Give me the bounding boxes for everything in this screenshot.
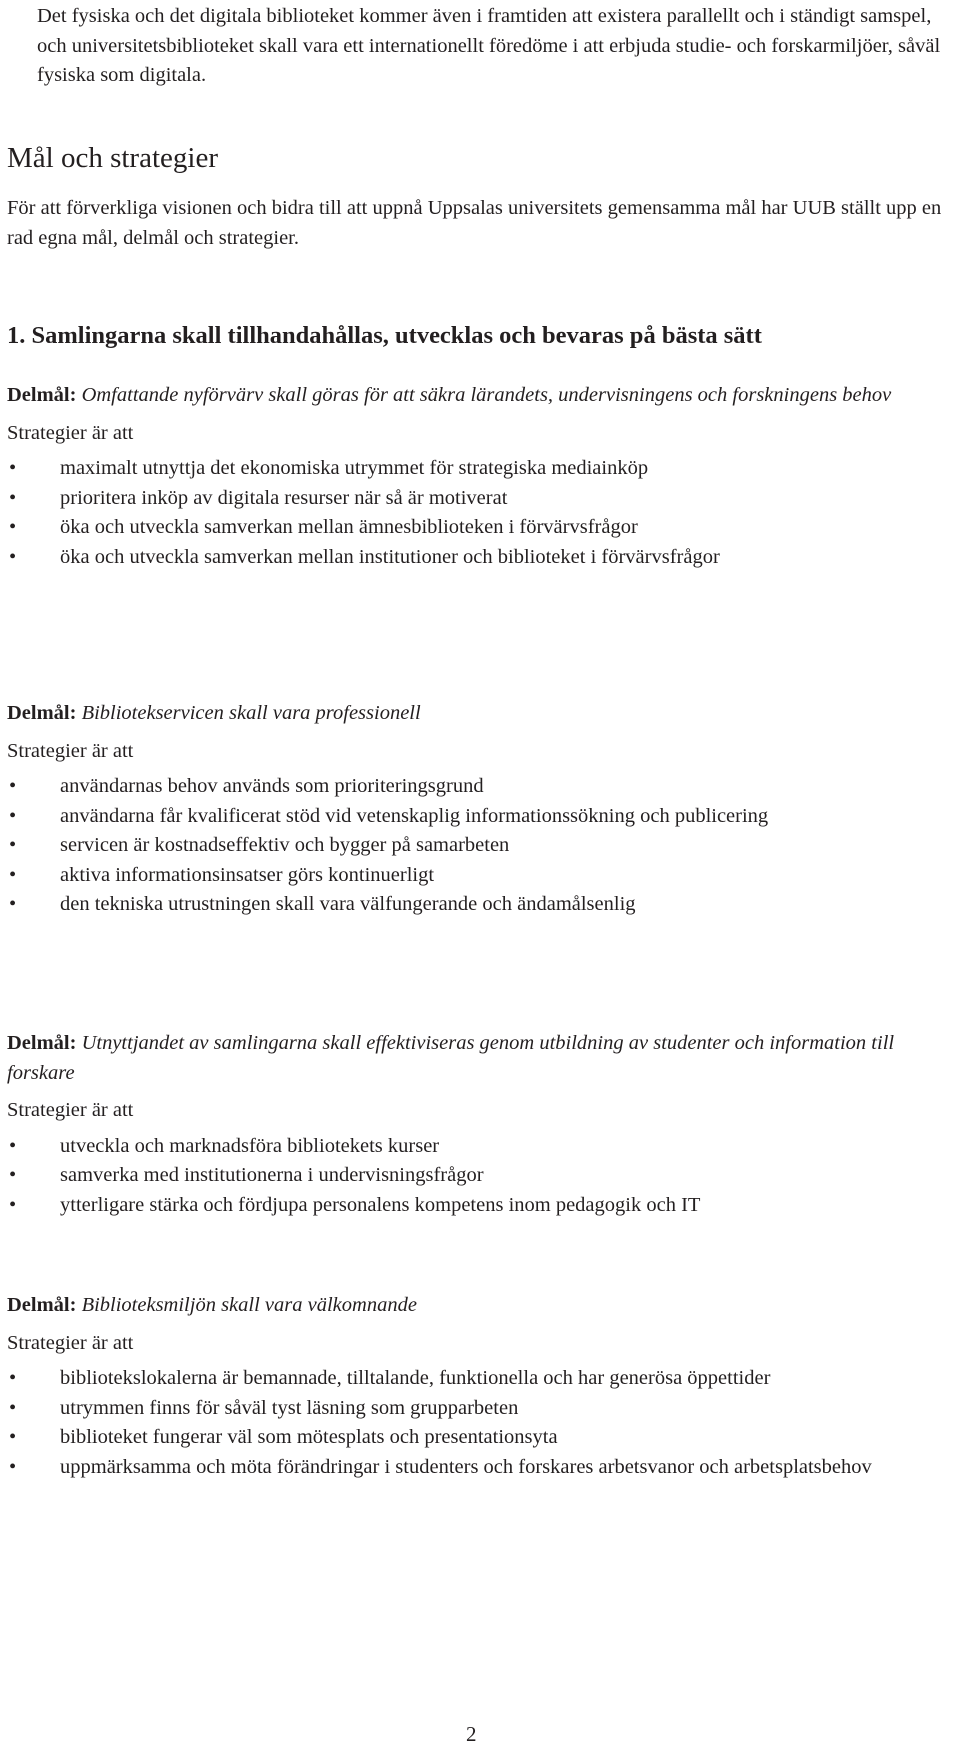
list-item-text: öka och utveckla samverkan mellan ämnesbiblioteken i förvärvsfrågor [60, 516, 638, 538]
delmal-label: Delmål: [7, 1294, 77, 1316]
bullet-icon: • [9, 457, 17, 479]
bullet-icon: • [9, 1396, 17, 1419]
delmal-text: Biblioteksmiljön skall vara välkomnande [81, 1294, 417, 1316]
bullet-icon: • [9, 1426, 17, 1448]
list-item [7, 861, 952, 891]
list-item [7, 543, 952, 573]
list-item [7, 1191, 952, 1221]
list-item-text: biblioteket fungerar väl som mötesplats och presentationsyta [60, 1426, 558, 1448]
delmal-text: Utnyttjandet av samlingarna skall effektiviseras genom utbildning av studenter och information till forskare [7, 1032, 895, 1084]
list-item-text: användarna får kvalificerat stöd vid vetenskaplig informationssökning och publicering [60, 804, 769, 827]
strategy-list [7, 454, 952, 572]
list-item-text: användarnas behov används som prioriteringsgrund [60, 775, 484, 797]
list-item [7, 1423, 952, 1453]
list-item [7, 454, 952, 484]
list-item [7, 1364, 952, 1394]
list-item-text: servicen är kostnadseffektiv och bygger på samarbeten [60, 834, 510, 856]
strategy-list [7, 1364, 952, 1482]
delmal-title [7, 1291, 952, 1321]
list-item-text: samverka med institutionerna i undervisningsfrågor [60, 1164, 484, 1186]
bullet-icon: • [9, 516, 17, 538]
lead-paragraph: För att förverkliga visionen och bidra till att uppnå Uppsalas universitets gemensamma mål har UUB ställt upp en rad egna mål, delmål och strategier. [7, 197, 942, 249]
bullet-icon: • [9, 863, 17, 886]
delmal-title [7, 699, 952, 729]
list-item [7, 831, 952, 861]
strategy-intro: Strategier är att [7, 739, 134, 762]
bullet-icon: • [9, 1193, 17, 1216]
bullet-icon: • [9, 834, 17, 856]
list-item [7, 890, 952, 920]
delmal-section-3 [7, 1029, 952, 1220]
strategy-list [7, 772, 952, 920]
delmal-text: Omfattande nyförvärv skall göras för att säkra lärandets, undervisningens och forskningens behov [81, 384, 892, 406]
bullet-icon: • [9, 775, 17, 797]
list-item [7, 1132, 952, 1162]
goal-heading: 1. Samlingarna skall tillhandahållas, utvecklas och bevaras på bästa sätt [7, 322, 762, 349]
bullet-icon: • [9, 545, 17, 568]
list-item-text: bibliotekslokalerna är bemannade, tilltalande, funktionella och har generösa öppettider [60, 1367, 771, 1389]
bullet-icon: • [9, 1134, 17, 1157]
list-item [7, 1394, 952, 1424]
list-item [7, 772, 952, 802]
list-item-text: öka och utveckla samverkan mellan institutioner och biblioteket i förvärvsfrågor [60, 545, 720, 568]
bullet-icon: • [9, 804, 17, 827]
delmal-title [7, 1029, 952, 1088]
delmal-title [7, 381, 952, 411]
list-item [7, 1453, 952, 1483]
delmal-label: Delmål: [7, 702, 77, 724]
delmal-section-4 [7, 1291, 952, 1482]
list-item-text: aktiva informationsinsatser görs kontinuerligt [60, 863, 435, 886]
delmal-label: Delmål: [7, 384, 77, 406]
bullet-icon: • [9, 1455, 17, 1478]
bullet-icon: • [9, 486, 17, 509]
list-item [7, 1161, 952, 1191]
list-item [7, 802, 952, 832]
strategy-intro: Strategier är att [7, 1099, 134, 1121]
list-item [7, 513, 952, 543]
delmal-text: Bibliotekservicen skall vara professionell [81, 702, 421, 724]
strategy-list [7, 1132, 952, 1221]
intro-paragraph: Det fysiska och det digitala biblioteket kommer även i framtiden att existera parallellt och i ständigt samspel, och universitetsbiblioteket skall vara ett internationellt föredöme i att erbjuda studie- och forskarmiljöer, såväl fysiska som digitala. [37, 5, 941, 86]
list-item-text: maximalt utnyttja det ekonomiska utrymmet för strategiska mediainköp [60, 457, 649, 479]
list-item-text: uppmärksamma och möta förändringar i studenters och forskares arbetsvanor och arbetsplatsbehov [60, 1455, 872, 1478]
strategy-intro: Strategier är att [7, 1331, 134, 1354]
bullet-icon: • [9, 893, 17, 915]
list-item [7, 484, 952, 514]
list-item-text: utrymmen finns för såväl tyst läsning som grupparbeten [60, 1396, 519, 1419]
strategy-intro: Strategier är att [7, 421, 134, 444]
list-item-text: ytterligare stärka och fördjupa personalens kompetens inom pedagogik och IT [60, 1193, 701, 1216]
delmal-label: Delmål: [7, 1032, 77, 1054]
bullet-icon: • [9, 1164, 17, 1186]
list-item-text: den tekniska utrustningen skall vara välfungerande och ändamålsenlig [60, 893, 636, 915]
page-number: 2 [466, 1722, 477, 1746]
bullet-icon: • [9, 1367, 17, 1389]
list-item-text: utveckla och marknadsföra bibliotekets kurser [60, 1134, 440, 1157]
section-heading: Mål och strategier [7, 142, 218, 174]
delmal-section-2 [7, 699, 952, 920]
list-item-text: prioritera inköp av digitala resurser när så är motiverat [60, 486, 508, 509]
delmal-section-1 [7, 381, 952, 572]
